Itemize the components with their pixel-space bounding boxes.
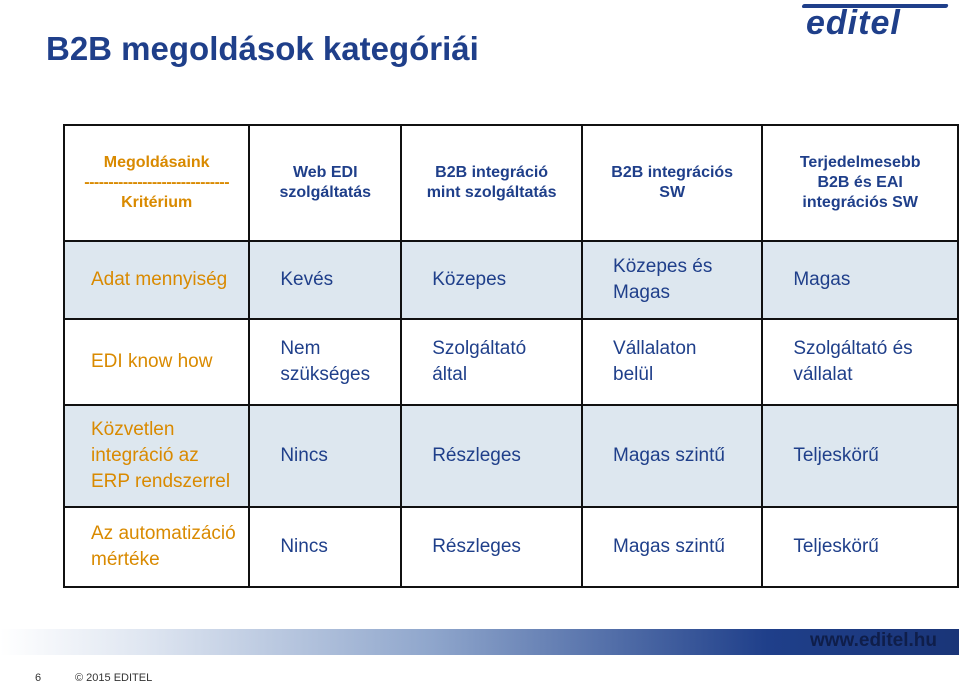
copyright-text: © 2015 EDITEL [75, 672, 153, 684]
criteria-top-label: Megoldásaink [103, 154, 210, 171]
table-cell [582, 319, 762, 405]
criteria-divider: ------------------------------ [84, 174, 230, 191]
table-cell: Teljeskörű [762, 507, 958, 587]
page-title: B2B megoldások kategóriái [46, 30, 479, 67]
table-row [64, 405, 958, 507]
table-cell: Nincs [249, 405, 401, 507]
column-header-line: Terjedelmesebb [799, 154, 921, 171]
table-header-row [64, 125, 958, 241]
table-cell [249, 319, 401, 405]
column-header-line: mint szolgáltatás [426, 184, 557, 201]
cell-text: Közepes és Magas [613, 256, 713, 303]
table-cell: Részleges [401, 405, 582, 507]
row-label-automation [64, 507, 249, 587]
column-header-line: SW [659, 184, 686, 201]
table-cell: Magas szintű [582, 507, 762, 587]
table-cell: Magas [762, 241, 958, 319]
table-cell: Teljeskörű [762, 405, 958, 507]
column-header-line: B2B integrációs [611, 164, 734, 181]
column-header-b2b-sw [582, 125, 762, 241]
page-number: 6 [35, 672, 42, 684]
column-header-web-edi [249, 125, 401, 241]
comparison-table [63, 124, 959, 588]
row-label-erp-integration [64, 405, 249, 507]
table-cell: Nincs [249, 507, 401, 587]
column-header-line: Web EDI [292, 164, 358, 181]
criteria-bottom-label: Kritérium [121, 194, 193, 211]
cell-text: Vállalaton belül [613, 338, 697, 385]
table-cell: Kevés [249, 241, 401, 319]
table-row [64, 507, 958, 587]
table-row [64, 319, 958, 405]
table-cell [582, 241, 762, 319]
column-header-b2b-service [401, 125, 582, 241]
cell-text: Közvetlen integráció az ERP rendszerrel [91, 419, 231, 492]
table-cell: Magas szintű [582, 405, 762, 507]
table-row [64, 241, 958, 319]
cell-text: Az automatizáció mértéke [91, 523, 236, 570]
cell-text: Nem szükséges [280, 338, 371, 385]
criteria-header-cell [64, 125, 249, 241]
column-header-line: B2B és EAI [817, 174, 903, 191]
cell-text: Szolgáltató és vállalat [793, 338, 913, 385]
cell-text: Szolgáltató által [432, 338, 527, 385]
editel-logo [800, 0, 955, 42]
table-cell [762, 319, 958, 405]
column-header-line: integrációs SW [802, 194, 918, 211]
svg-text:editel: editel [806, 4, 901, 42]
table-cell: Közepes [401, 241, 582, 319]
footer-website-link[interactable]: www.editel.hu [809, 630, 937, 651]
column-header-line: B2B integráció [435, 164, 549, 181]
column-header-eai-sw [762, 125, 958, 241]
row-label-edi-know-how: EDI know how [64, 319, 249, 405]
table-cell: Részleges [401, 507, 582, 587]
table-cell [401, 319, 582, 405]
column-header-line: szolgáltatás [279, 184, 372, 201]
row-label-data-volume: Adat mennyiség [64, 241, 249, 319]
